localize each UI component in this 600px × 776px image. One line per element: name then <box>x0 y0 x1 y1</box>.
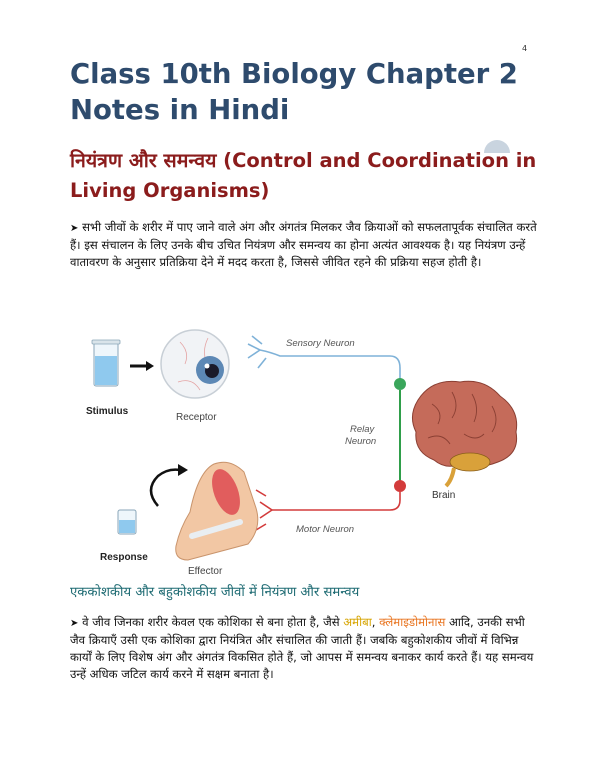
stimulus-arrow-icon <box>130 361 154 371</box>
section-text-after: आदि, उनकी सभी जैव क्रियाएँ उसी एक कोशिका द्वारा नियंत्रित और संचालित की जाती हैं। जबकि बहुकोशकीय जीवों में विभिन्न कार्यों के लिए विशेष अंग और अंगतंत्र विकसित होते हैं, जो आपस में समन्वय बनाकर कार्य करते हैं। यह समन्वय उन्हें अधिक जटिल कार्य करने में सक्षम बनाता है। <box>70 615 534 681</box>
section-subtitle: नियंत्रण और समन्वय (Control and Coordination in Living Organisms) <box>70 149 537 202</box>
label-sensory-neuron: Sensory Neuron <box>286 338 355 349</box>
bullet-arrow-icon: ➤ <box>70 618 79 629</box>
small-beaker-icon <box>118 510 136 534</box>
label-relay: Relay <box>350 424 375 435</box>
section-heading: एककोशकीय और बहुकोशकीय जीवों में नियंत्रण और समन्वय <box>70 585 360 600</box>
intro-paragraph <box>70 219 540 271</box>
page-title: Class 10th Biology Chapter 2 Notes in Hindi <box>70 58 518 126</box>
intro-text: सभी जीवों के शरीर में पाए जाने वाले अंग और अंगतंत्र मिलकर जैव क्रियाओं को सफलतापूर्वक संचालित करते हैं। इस संचालन के लिए उनके बीच उचित नियंत्रण और समन्वय का होना अत्यंत आवश्यक है। यह नियंत्रण उन्हें वातावरण के अनुसार प्रतिक्रिया देने में मदद करता है, जिससे जीवित रहने की प्रक्रिया सहज होती है। <box>70 220 537 269</box>
curved-arrow-icon <box>151 464 188 506</box>
motor-neuron-cell-body <box>394 480 406 492</box>
label-effector: Effector <box>188 566 223 577</box>
eye-icon <box>161 330 229 398</box>
brain-icon <box>412 381 516 486</box>
beaker-icon <box>92 340 120 386</box>
label-receptor: Receptor <box>176 412 217 423</box>
section-paragraph <box>70 614 540 683</box>
section-comma: , <box>371 615 380 629</box>
label-motor-neuron: Motor Neuron <box>296 524 355 535</box>
page-number: 4 <box>522 44 528 53</box>
label-brain: Brain <box>432 490 456 501</box>
sensory-neuron-cell-body <box>394 378 406 390</box>
section-text-before: वे जीव जिनका शरीर केवल एक कोशिका से बना होता है, जैसे <box>82 615 344 629</box>
reflex-arc-diagram <box>80 322 520 578</box>
label-response: Response <box>100 552 148 563</box>
label-neuron: Neuron <box>345 436 377 447</box>
arm-icon <box>176 462 258 560</box>
highlight-amoeba: अमीबा <box>343 615 372 629</box>
label-stimulus: Stimulus <box>86 406 129 417</box>
highlight-chlamydomonas: क्लेमाइडोमोनास <box>379 615 446 629</box>
bullet-arrow-icon: ➤ <box>70 223 79 234</box>
